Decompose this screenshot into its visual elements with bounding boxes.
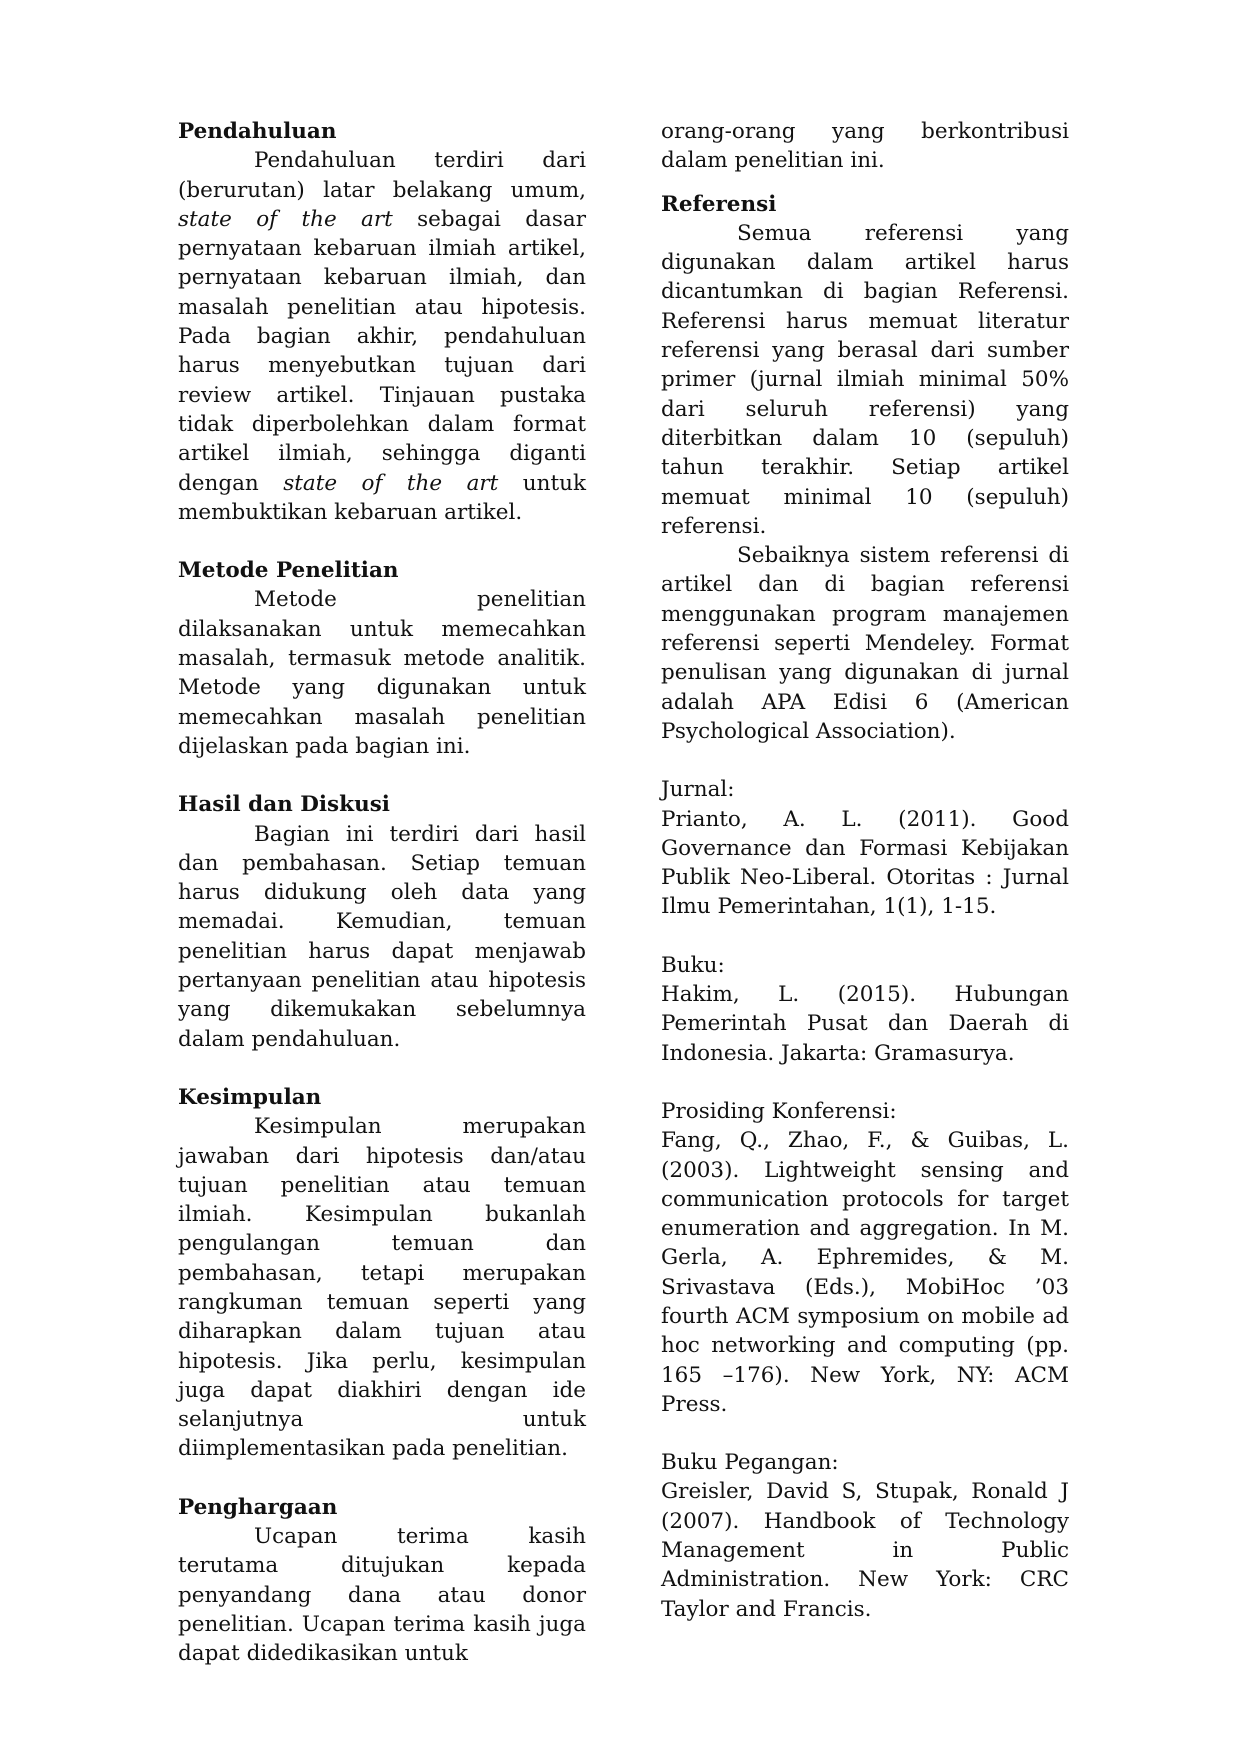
- heading-metode: Metode Penelitian: [178, 558, 399, 584]
- paragraph-pendahuluan: [178, 146, 586, 527]
- reference-entry: Fang, Q., Zhao, F., & Guibas, L. (2003). Lightweight sensing and communication protocols for target enumeration and aggregation. In M. Gerla, A. Ephremides, & M. Srivastava (Eds.), MobiHoc ’03 fourth ACM symposium on mobile ad hoc networking and computing (pp. 165 –176). New York, NY: ACM Press.: [661, 1128, 1069, 1417]
- reference-label: Buku Pegangan:: [661, 1450, 839, 1476]
- paragraph-hasil: Bagian ini terdiri dari hasil dan pembahasan. Setiap temuan harus didukung oleh data yang memadai. Kemudian, temuan penelitian harus dapat menjawab pertanyaan penelitian atau hipotesis yang dikemukakan sebelumnya dalam pendahuluan.: [178, 821, 586, 1052]
- section-hasil: [178, 790, 586, 1054]
- paragraph-penghargaan: Ucapan terima kasih terutama ditujukan kepada penyandang dana atau donor penelitian. Ucapan terima kasih juga dapat didedikasikan untuk: [178, 1524, 586, 1667]
- reference-label: Prosiding Konferensi:: [661, 1098, 897, 1124]
- reference-entry: Hakim, L. (2015). Hubungan Pemerintah Pusat dan Daerah di Indonesia. Jakarta: Gramasurya.: [661, 982, 1069, 1066]
- section-metode: [178, 556, 586, 761]
- heading-kesimpulan: Kesimpulan: [178, 1084, 322, 1110]
- italic-text: state of the art: [178, 206, 393, 232]
- reference-entry: Prianto, A. L. (2011). Good Governance dan Formasi Kebijakan Publik Neo-Liberal. Otoritas : Jurnal Ilmu Pemerintahan, 1(1), 1-15.: [661, 806, 1069, 920]
- heading-penghargaan: Penghargaan: [178, 1494, 338, 1520]
- reference-entry: Greisler, David S, Stupak, Ronald J (2007). Handbook of Technology Management in Public Administration. New York: CRC Taylor and Francis.: [661, 1479, 1069, 1622]
- section-referensi: [661, 190, 1069, 747]
- text-run: untuk membuktikan kebaruan artikel.: [178, 470, 586, 525]
- right-column: [661, 117, 1069, 1653]
- section-kesimpulan: [178, 1083, 586, 1464]
- reference-label: Jurnal:: [661, 777, 735, 803]
- left-column: [178, 117, 586, 1698]
- section-penghargaan-continued: [661, 117, 1069, 176]
- reference-label: Buku:: [661, 952, 725, 978]
- paragraph-referensi-1: Semua referensi yang digunakan dalam artikel harus dicantumkan di bagian Referensi. Referensi harus memuat literatur referensi yang berasal dari sumber primer (jurnal ilmiah minimal 50% dari seluruh referensi) yang diterbitkan dalam 10 (sepuluh) tahun terakhir. Setiap artikel memuat minimal 10 (sepuluh) referensi.: [661, 220, 1069, 539]
- paragraph-continuation: orang-orang yang berkontribusi dalam penelitian ini.: [661, 119, 1069, 174]
- text-run: sebagai dasar pernyataan kebaruan ilmiah artikel, pernyataan kebaruan ilmiah, dan masalah penelitian atau hipotesis. Pada bagian akhir, pendahuluan harus menyebutkan tujuan dari review artikel. Tinjauan pustaka tidak diperbolehkan dalam format artikel ilmiah, sehingga diganti dengan: [178, 206, 586, 496]
- paragraph-metode: Metode penelitian dilaksanakan untuk memecahkan masalah, termasuk metode analitik. Metode yang digunakan untuk memecahkan masalah penelitian dijelaskan pada bagian ini.: [178, 587, 586, 759]
- reference-example-jurnal: [661, 775, 1069, 921]
- paragraph-kesimpulan: Kesimpulan merupakan jawaban dari hipotesis dan/atau tujuan penelitian atau temuan ilmiah. Kesimpulan bukanlah pengulangan temuan dan pembahasan, tetapi merupakan rangkuman temuan seperti yang diharapkan dalam tujuan atau hipotesis. Jika perlu, kesimpulan juga dapat diakhiri dengan ide selanjutnya untuk diimplementasikan pada penelitian.: [178, 1114, 586, 1462]
- section-pendahuluan: [178, 117, 586, 527]
- heading-referensi: Referensi: [661, 191, 777, 217]
- reference-example-buku: [661, 951, 1069, 1068]
- section-penghargaan: [178, 1493, 586, 1669]
- text-run: Pendahuluan terdiri dari (berurutan) latar belakang umum,: [178, 148, 586, 203]
- heading-hasil: Hasil dan Diskusi: [178, 792, 390, 818]
- italic-text: state of the art: [283, 470, 499, 496]
- reference-example-buku-pegangan: [661, 1448, 1069, 1624]
- paragraph-referensi-2: Sebaiknya sistem referensi di artikel dan di bagian referensi menggunakan program manajemen referensi seperti Mendeley. Format penulisan yang digunakan di jurnal adalah APA Edisi 6 (American Psychological Association).: [661, 543, 1069, 744]
- reference-example-prosiding: [661, 1097, 1069, 1419]
- heading-pendahuluan: Pendahuluan: [178, 119, 337, 144]
